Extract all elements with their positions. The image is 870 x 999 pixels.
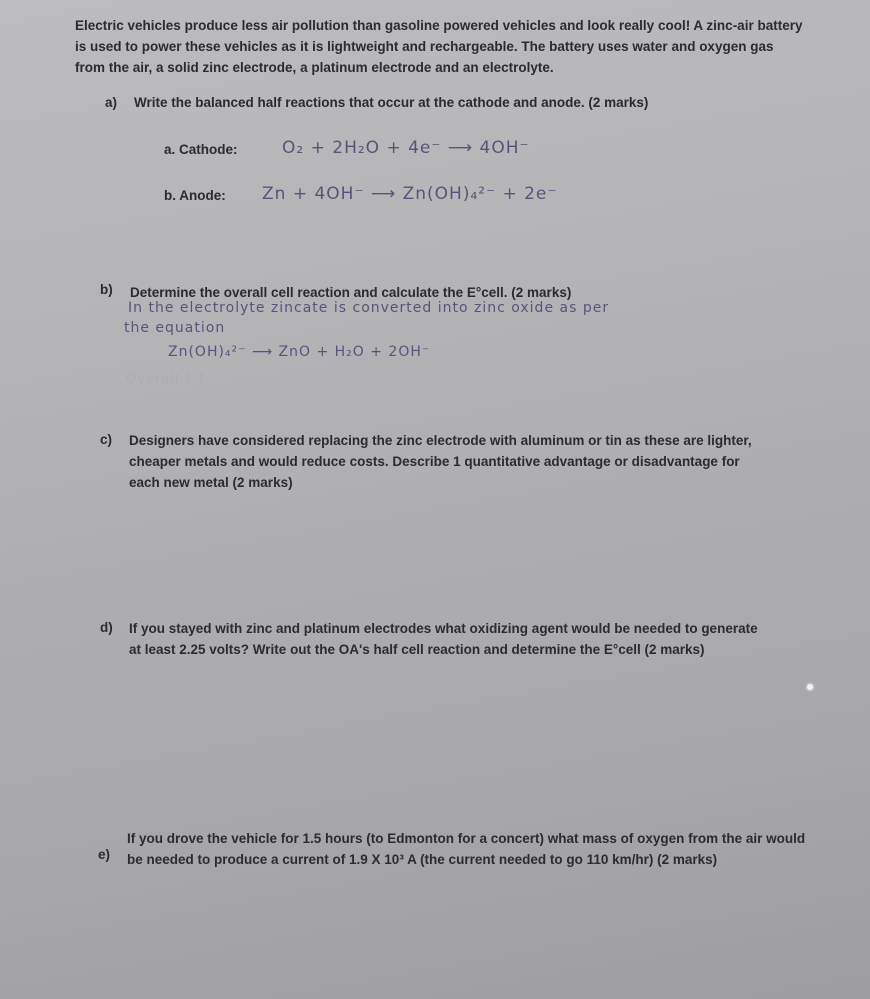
anode-answer: Zn + 4OH⁻ ⟶ Zn(OH)₄²⁻ + 2e⁻	[262, 184, 558, 204]
intro-paragraph: Electric vehicles produce less air pollution than gasoline powered vehicles and look really cool! A zinc-air battery is used to power these vehicles as it is lightweight and rechargeable. The battery uses water and oxygen gas from the air, a solid zinc electrode, a platinum electrode and an electrolyte.	[75, 18, 803, 75]
anode-label: b. Anode:	[164, 188, 226, 203]
question-b-answer-line3: Zn(OH)₄²⁻ ⟶ ZnO + H₂O + 2OH⁻	[168, 344, 431, 360]
question-b-letter: b)	[100, 282, 113, 297]
question-d-letter: d)	[100, 620, 113, 635]
question-e-letter: e)	[98, 847, 111, 862]
question-e-text: If you drove the vehicle for 1.5 hours (to Edmonton for a concert) what mass of oxygen from the air would be needed to produce a current of 1.9 X 10³ A (the current needed to go 110 km/hr) (2 marks)	[127, 831, 806, 867]
question-a-letter: a)	[105, 95, 118, 110]
question-b-text: Determine the overall cell reaction and calculate the E°cell. (2 marks)	[130, 285, 572, 300]
light-spot	[807, 684, 813, 690]
question-a-text: Write the balanced half reactions that occur at the cathode and anode. (2 marks)	[134, 95, 649, 110]
question-c-letter: c)	[100, 432, 113, 447]
question-b-answer-line1: In the electrolyte zincate is converted into zinc oxide as per	[128, 300, 610, 316]
question-b-answer-line2: the equation	[124, 320, 226, 336]
question-c-text: Designers have considered replacing the zinc electrode with aluminum or tin as these are lighter, cheaper metals and would reduce costs. Describe 1 quantitative advantage or disadvantage for each new metal (2 marks)	[129, 433, 752, 490]
question-b-answer-line4: Overall ? ?	[126, 372, 206, 387]
cathode-answer: O₂ + 2H₂O + 4e⁻ ⟶ 4OH⁻	[282, 138, 530, 158]
cathode-label: a. Cathode:	[164, 142, 238, 157]
question-d-text: If you stayed with zinc and platinum electrodes what oxidizing agent would be needed to generate at least 2.25 volts? Write out the OA's half cell reaction and determine the E°cell (2 marks)	[129, 621, 758, 657]
